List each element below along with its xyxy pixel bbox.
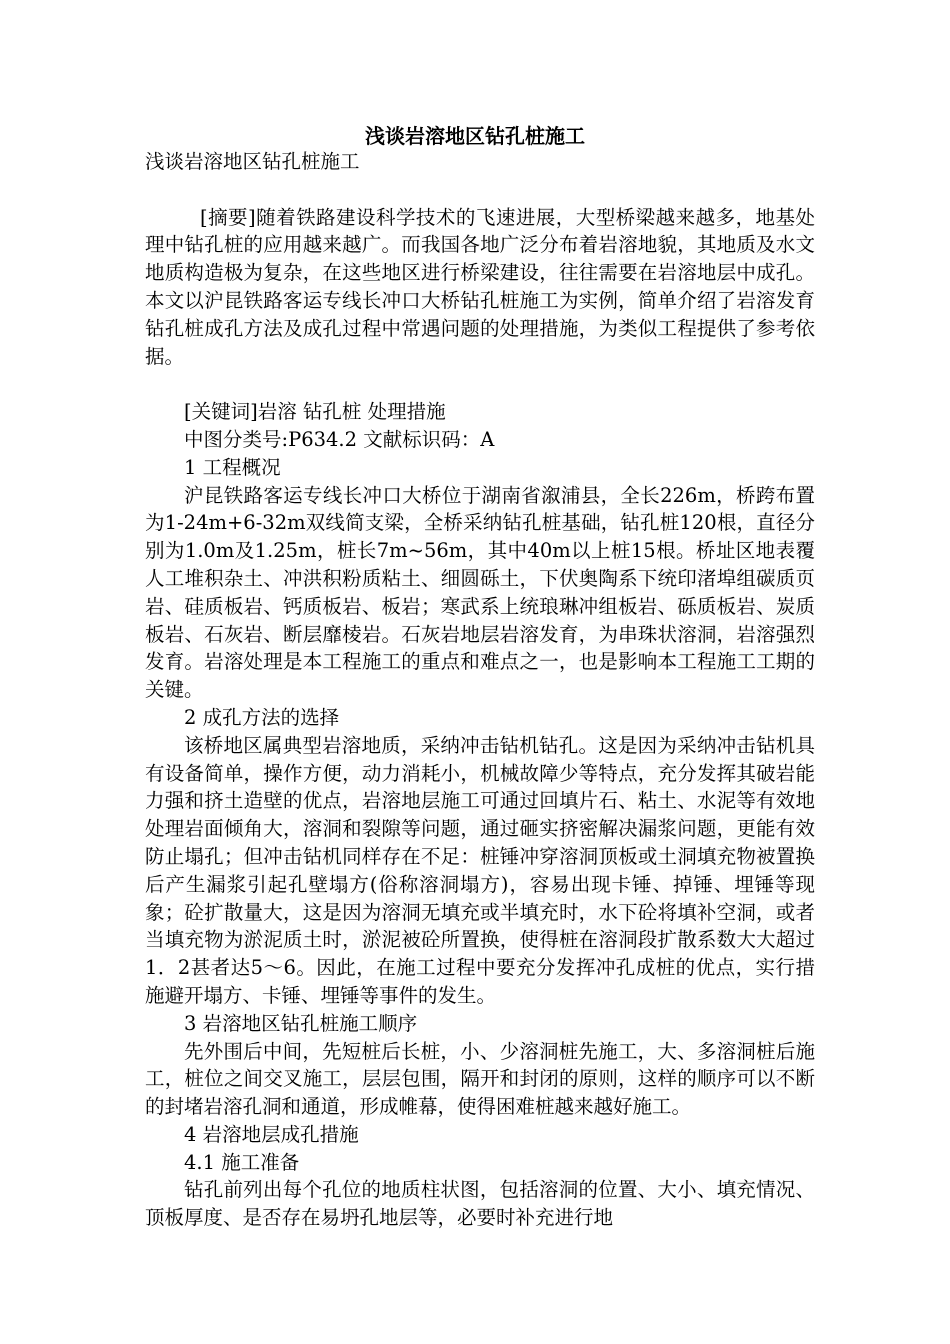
document-body	[145, 148, 815, 1232]
abstract-paragraph: [摘要]随着铁路建设科学技术的飞速进展，大型桥梁越来越多，地基处理中钻孔桩的应用越来越广。而我国各地广泛分布着岩溶地貌，其地质及水文地质构造极为复杂，在这些地区进行桥梁建设，往往需要在岩溶地层中成孔。本文以沪昆铁路客运专线长冲口大桥钻孔桩施工为实例，简单介绍了岩溶发育钻孔桩成孔方法及成孔过程中常遇问题的处理措施，为类似工程提供了参考依据。	[145, 205, 815, 368]
section-heading-4: 4 岩溶地层成孔措施	[184, 1122, 359, 1146]
document-title: 浅谈岩溶地区钻孔桩施工	[365, 124, 585, 148]
section-heading-2: 2 成孔方法的选择	[184, 705, 340, 729]
section-2-paragraph: 该桥地区属典型岩溶地质，采纳冲击钻机钻孔。这是因为采纳冲击钻机具有设备简单，操作方便，动力消耗小，机械故障少等特点，充分发挥其破岩能力强和挤土造壁的优点，岩溶地层施工可通过回填片石、粘土、水泥等有效地处理岩面倾角大，溶洞和裂隙等问题，通过砸实挤密解决漏浆问题，更能有效防止塌孔；但冲击钻机同样存在不足：桩锤冲穿溶洞顶板或土洞填充物被置换后产生漏浆引起孔壁塌方(俗称溶洞塌方)，容易出现卡锤、掉锤、埋锤等现象；砼扩散量大，这是因为溶洞无填充或半填充时，水下砼将填补空洞，或者当填充物为淤泥质土时，淤泥被砼所置换，使得桩在溶洞段扩散系数大大超过1．2甚者达5～6。因此，在施工过程中要充分发挥冲孔成桩的优点，实行措施避开塌方、卡锤、埋锤等事件的发生。	[145, 733, 815, 1007]
subsection-4-1-paragraph: 钻孔前列出每个孔位的地质柱状图，包括溶洞的位置、大小、填充情况、顶板厚度、是否存在易坍孔地层等，必要时补充进行地	[145, 1178, 815, 1230]
section-1-paragraph: 沪昆铁路客运专线长冲口大桥位于湖南省溆浦县，全长226m，桥跨布置为1-24m+6-32m双线简支梁，全桥采纳钻孔桩基础，钻孔桩120根，直径分别为1.0m及1.25m，桩长7m~56m，其中40m以上桩15根。桥址区地表覆人工堆积杂土、冲洪积粉质粘土、细圆砾土，下伏奥陶系下统印渚埠组碳质页岩、硅质板岩、钙质板岩、板岩；寒武系上统琅琳冲组板岩、砾质板岩、炭质板岩、石灰岩、断层靡棱岩。石灰岩地层岩溶发育，为串珠状溶洞，岩溶强烈发育。岩溶处理是本工程施工的重点和难点之一，也是影响本工程施工工期的关键。	[145, 483, 815, 702]
keywords-line: [关键词]岩溶 钻孔桩 处理措施	[184, 400, 446, 424]
section-heading-1: 1 工程概况	[184, 455, 281, 479]
section-3-paragraph: 先外围后中间，先短桩后长桩，小、少溶洞桩先施工，大、多溶洞桩后施工，桩位之间交叉施工，层层包围，隔开和封闭的原则，这样的顺序可以不断的封堵岩溶孔洞和通道，形成帷幕，使得困难桩越来越好施工。	[145, 1039, 815, 1119]
document-subtitle: 浅谈岩溶地区钻孔桩施工	[145, 150, 360, 173]
section-heading-3: 3 岩溶地区钻孔桩施工顺序	[184, 1011, 418, 1035]
subsection-heading-4-1: 4.1 施工准备	[184, 1150, 300, 1174]
classification-line: 中图分类号:P634.2 文献标识码：A	[184, 427, 495, 451]
